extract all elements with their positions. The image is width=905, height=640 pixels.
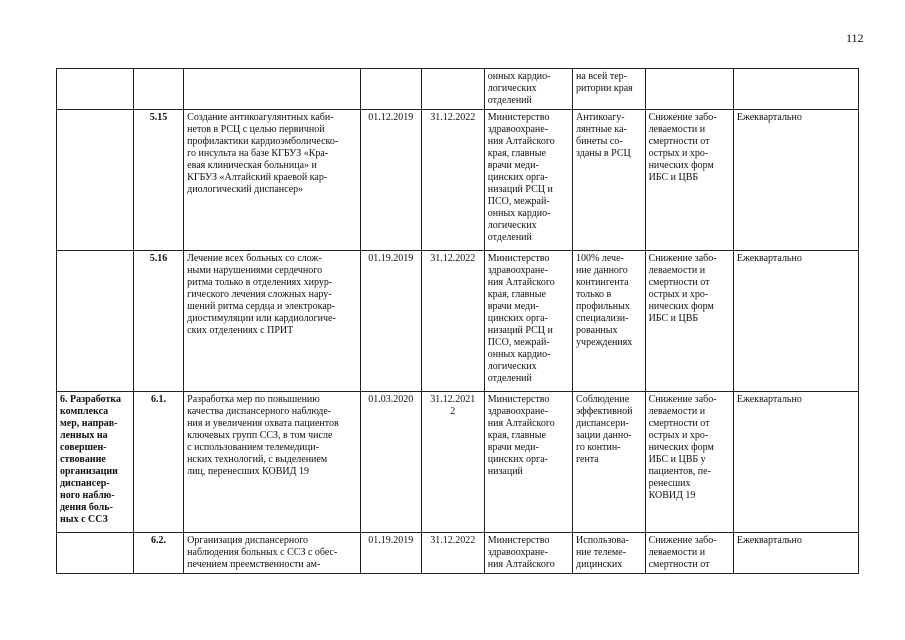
measure-cell: Лечение всех больных со слож- ными нарушениями сердечного ритма только в отделениях хирур- гического лечения сложных нару- шений ритма сердца и электрокар- диостимуляции или кардиологиче- ских отделениях с ПРИТ [184,251,361,392]
result-cell: Соблюдение эффективной диспансери- зации данно- го контин- гента [573,392,646,533]
end-date-cell: 31.12.2022 [421,110,484,251]
item-number-cell: 6.1. [133,392,183,533]
page-number: 112 [846,31,864,45]
start-date-cell [360,69,421,110]
table-row [57,69,859,110]
control-cell: Ежеквартально [733,110,858,251]
control-cell: Ежеквартально [733,251,858,392]
result-cell: Использова- ние телеме- дицинских [573,533,646,574]
start-date-cell: 01.12.2019 [360,110,421,251]
executor-cell: онных кардио- логических отделений [484,69,572,110]
start-date-cell: 01.19.2019 [360,251,421,392]
effect-cell: Снижение забо- леваемости и смертности от острых и хро- нических форм ИБС и ЦВБ [645,251,733,392]
block-cell [57,110,134,251]
end-date-cell: 31.12.2022 [421,251,484,392]
table-row [57,110,859,251]
executor-cell: Министерство здравоохране- ния Алтайского края, главные врачи меди- цинских орга- низаций [484,392,572,533]
executor-cell: Министерство здравоохране- ния Алтайского края, главные врачи меди- цинских орга- низаций РСЦ и ПСО, межрай- онных кардио- логических отделений [484,110,572,251]
block-cell: 6. Разработка комплекса мер, направ- ленных на совершен- ствование организации диспансер- ного наблю- дения боль- ных с ССЗ [57,392,134,533]
block-cell [57,251,134,392]
end-date-cell [421,69,484,110]
start-date-cell: 01.03.2020 [360,392,421,533]
table-row [57,251,859,392]
result-cell: на всей тер- ритории края [573,69,646,110]
measure-cell: Разработка мер по повышению качества диспансерного наблюде- ния и увеличения охвата пациентов ключевых групп ССЗ, в том числе с использованием телемедици- нских технологий, с выделением лиц, перенесших КОВИД 19 [184,392,361,533]
block-cell [57,69,134,110]
effect-cell: Снижение забо- леваемости и смертности от острых и хро- нических форм ИБС и ЦВБ у пациентов, пе- ренесших КОВИД 19 [645,392,733,533]
control-cell [733,69,858,110]
effect-cell [645,69,733,110]
executor-cell: Министерство здравоохране- ния Алтайского края, главные врачи меди- цинских орга- низаций РСЦ и ПСО, межрай- онных кардио- логических отделений [484,251,572,392]
item-number-cell: 5.16 [133,251,183,392]
end-date-cell: 31.12.2022 [421,533,484,574]
plan-table [56,68,859,574]
effect-cell: Снижение забо- леваемости и смертности от [645,533,733,574]
table-row [57,392,859,533]
item-number-cell: 6.2. [133,533,183,574]
start-date-cell: 01.19.2019 [360,533,421,574]
item-number-cell: 5.15 [133,110,183,251]
result-cell: Антикоагу- лянтные ка- бинеты со- зданы в РСЦ [573,110,646,251]
control-cell: Ежеквартально [733,392,858,533]
control-cell: Ежеквартально [733,533,858,574]
effect-cell: Снижение забо- леваемости и смертности от острых и хро- нических форм ИБС и ЦВБ [645,110,733,251]
item-number-cell [133,69,183,110]
measure-cell: Создание антикоагулянтных каби- нетов в РСЦ с целью первичной профилактики кардиоэмболическо- го инсульта на базе КГБУЗ «Кра- евая клиническая больница» и КГБУЗ «Алтайский краевой кар- диологический диспансер» [184,110,361,251]
block-cell [57,533,134,574]
end-date-cell: 31.12.2021 2 [421,392,484,533]
table-row [57,533,859,574]
result-cell: 100% лече- ние данного контингента только в профильных специализи- рованных учреждениях [573,251,646,392]
measure-cell [184,69,361,110]
measure-cell: Организация диспансерного наблюдения больных с ССЗ с обес- печением преемственности ам- [184,533,361,574]
executor-cell: Министерство здравоохране- ния Алтайского [484,533,572,574]
